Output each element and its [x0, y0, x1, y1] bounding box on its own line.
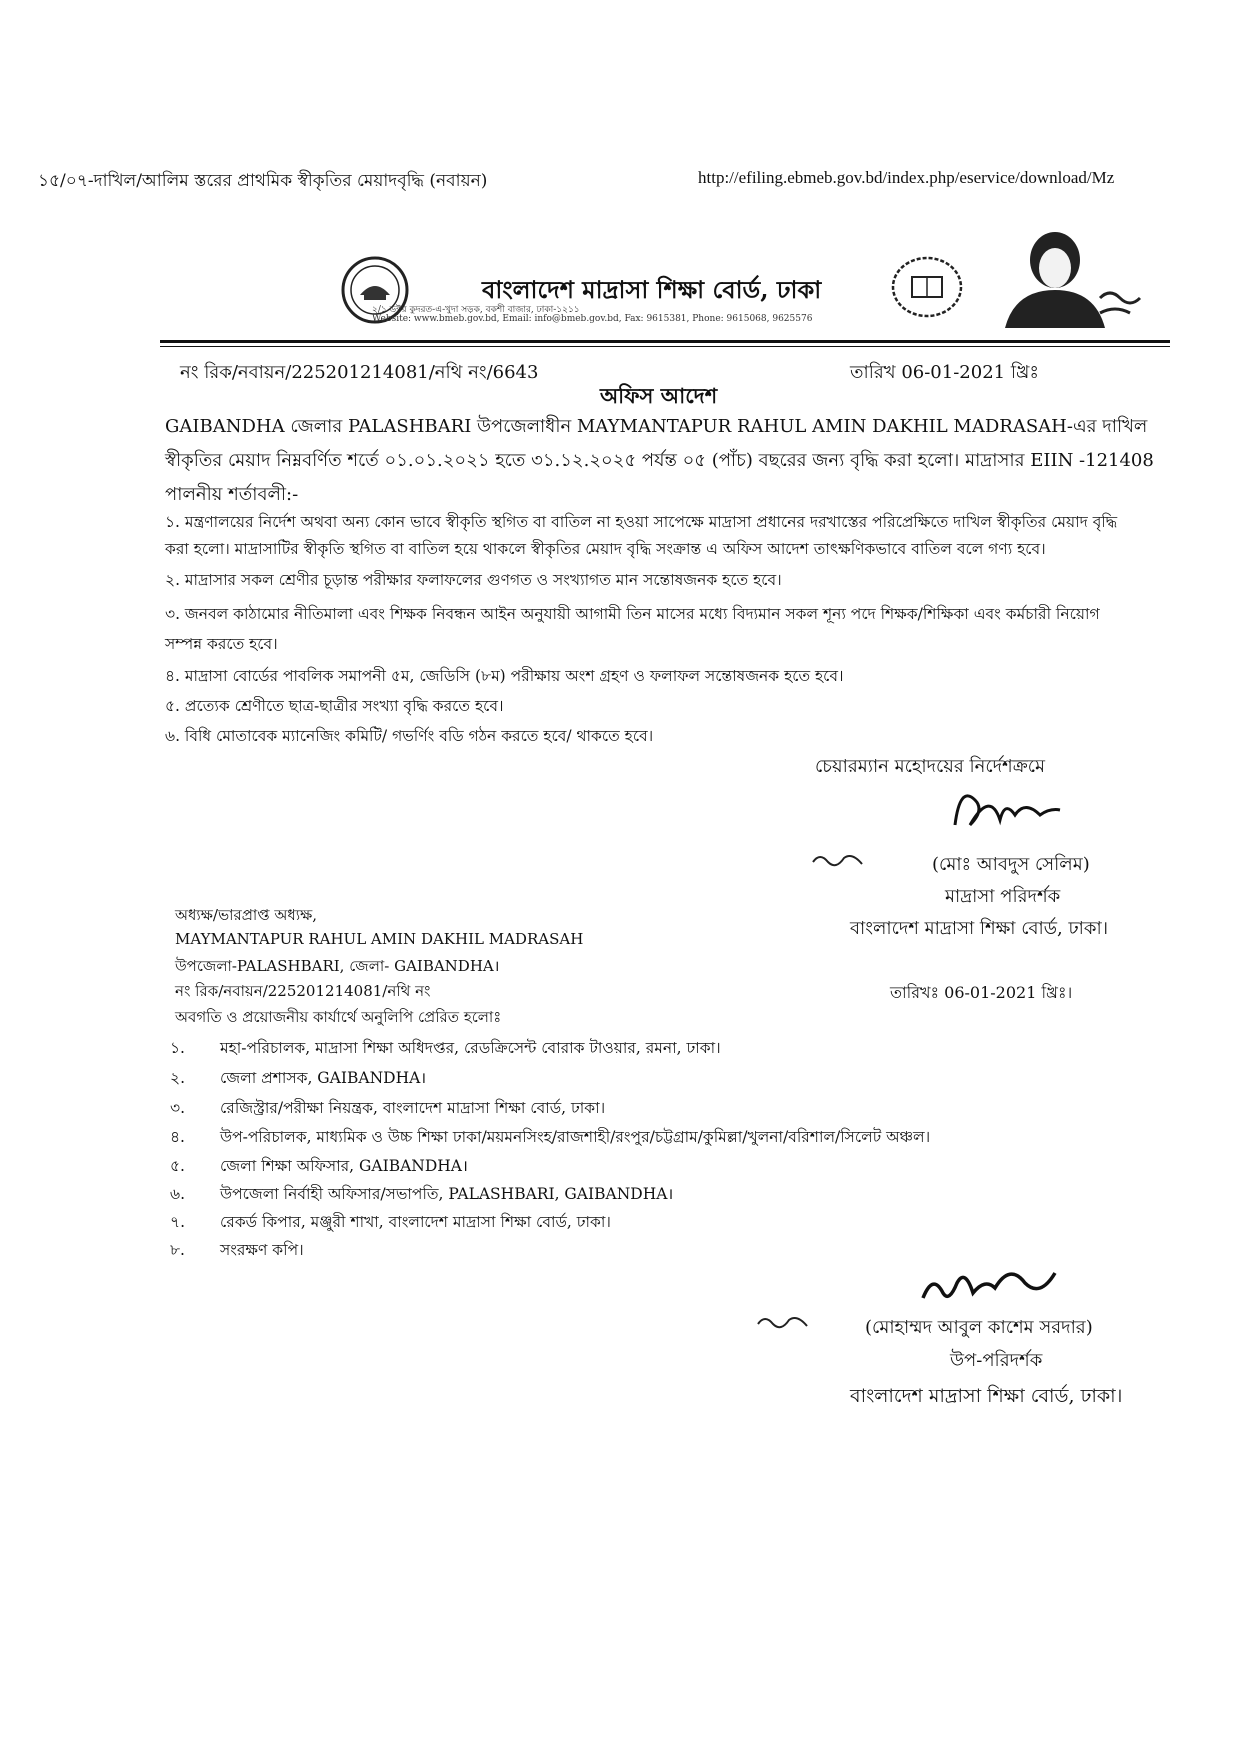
mujib-borsho-logo-icon [890, 255, 965, 320]
cc-number: ৭. [170, 1213, 186, 1231]
by-order-of-chairman: চেয়ারম্যান মহোদয়ের নির্দেশক্রমে [815, 756, 1045, 777]
letterhead-rule [160, 340, 1170, 343]
cc-heading: অবগতি ও প্রয়োজনীয় কার্যার্থে অনুলিপি প্রেরিত হলোঃ [175, 1008, 502, 1026]
cc-number: ৪. [170, 1128, 185, 1146]
condition-line: ৩. জনবল কাঠামোর নীতিমালা এবং শিক্ষক নিবন্ধন আইন অনুযায়ী আগামী তিন মাসের মধ্যে বিদ্যমান সকল শূন্য পদে শিক্ষক/শিক্ষিকা এবং কর্মচারী নিয়োগ [165, 605, 1100, 623]
cc-number: ৮. [170, 1241, 185, 1259]
memo-number: নং রিক/নবায়ন/225201214081/নথি নং/6643 [180, 362, 539, 383]
condition-line: ১. মন্ত্রণালয়ের নির্দেশ অথবা অন্য কোন ভাবে স্বীকৃতি স্থগিত বা বাতিল না হওয়া সাপেক্ষে মাদ্রাসা প্রধানের দরখাস্তের পরিপ্রেক্ষিতে দাখিল স্বীকৃতির মেয়াদ বৃদ্ধি [165, 513, 1118, 531]
recipient-memo-number: নং রিক/নবায়ন/225201214081/নথি নং [175, 982, 431, 1000]
initial-mark-2-icon [755, 1310, 815, 1334]
browser-title: ১৫/০৭-দাখিল/আলিম স্তরের প্রাথমিক স্বীকৃতির মেয়াদবৃদ্ধি (নবায়ন) [38, 171, 488, 191]
office-order-title: অফিস আদেশ [600, 383, 718, 408]
board-address: ২/১ ডক্টর কুদরত-এ-খুদা সড়ক, বকশী বাজার, ঢাকা-১২১১ [372, 305, 580, 315]
initial-mark-1-icon [810, 848, 870, 872]
signatory-2-office: বাংলাদেশ মাদ্রাসা শিক্ষা বোর্ড, ঢাকা। [850, 1385, 1123, 1407]
board-name: বাংলাদেশ মাদ্রাসা শিক্ষা বোর্ড, ঢাকা [482, 275, 822, 304]
recipient-date: তারিখঃ 06-01-2021 খ্রিঃ। [890, 983, 1073, 1002]
cc-number: ৫. [170, 1157, 185, 1175]
signatory-2-designation: উপ-পরিদর্শক [950, 1350, 1043, 1371]
condition-line: ৪. মাদ্রাসা বোর্ডের পাবলিক সমাপনী ৫ম, জেডিসি (৮ম) পরীক্ষায় অংশ গ্রহণ ও ফলাফল সন্তোষজনক হতে হবে। [165, 667, 844, 685]
cc-item: সংরক্ষণ কপি। [220, 1241, 304, 1259]
cc-item: উপ-পরিচালক, মাধ্যমিক ও উচ্চ শিক্ষা ঢাকা/ময়মনসিংহ/রাজশাহী/রংপুর/চট্টগ্রাম/কুমিল্লা/খুলনা/বরিশাল/সিলেট অঞ্চল। [220, 1128, 931, 1146]
page-url: http://efiling.ebmeb.gov.bd/index.php/eservice/download/Mz [698, 168, 1115, 187]
cc-item: রেকর্ড কিপার, মঞ্জুরী শাখা, বাংলাদেশ মাদ্রাসা শিক্ষা বোর্ড, ঢাকা। [220, 1213, 611, 1231]
condition-line: সম্পন্ন করতে হবে। [165, 635, 278, 653]
cc-number: ৩. [170, 1099, 186, 1117]
board-contact: Website: www.bmeb.gov.bd, Email: info@bmeb.gov.bd, Fax: 9615381, Phone: 9615068, 9625576 [372, 314, 813, 324]
conditions-heading: পালনীয় শর্তাবলী:- [165, 484, 299, 505]
portrait-logo-icon [1000, 228, 1155, 333]
body-line-1: GAIBANDHA জেলার PALASHBARI উপজেলাধীন MAYMANTAPUR RAHUL AMIN DAKHIL MADRASAH-এর দাখিল [165, 416, 1148, 437]
recipient-title: অধ্যক্ষ/ভারপ্রাপ্ত অধ্যক্ষ, [175, 906, 318, 924]
cc-item: রেজিস্ট্রার/পরীক্ষা নিয়ন্ত্রক, বাংলাদেশ মাদ্রাসা শিক্ষা বোর্ড, ঢাকা। [220, 1099, 606, 1117]
cc-number: ১. [170, 1039, 185, 1057]
condition-line: করা হলো। মাদ্রাসাটির স্বীকৃতি স্থগিত বা বাতিল হয়ে থাকলে স্বীকৃতির মেয়াদ বৃদ্ধি সংক্রান্ত এ অফিস আদেশ তাৎক্ষণিকভাবে বাতিল বলে গণ্য হবে। [165, 540, 1046, 558]
condition-line: ৬. বিধি মোতাবেক ম্যানেজিং কমিটি/ গভর্ণিং বডি গঠন করতে হবে/ থাকতে হবে। [165, 727, 654, 745]
memo-date: তারিখ 06-01-2021 খ্রিঃ [850, 362, 1039, 383]
signature-2-icon [915, 1258, 1065, 1318]
condition-line: ২. মাদ্রাসার সকল শ্রেণীর চূড়ান্ত পরীক্ষার ফলাফলের গুণগত ও সংখ্যাগত মান সন্তোষজনক হতে হবে। [165, 571, 782, 589]
recipient-institution: MAYMANTAPUR RAHUL AMIN DAKHIL MADRASAH [175, 930, 584, 948]
body-line-2: স্বীকৃতির মেয়াদ নিম্নবর্ণিত শর্তে ০১.০১.২০২১ হতে ৩১.১২.২০২৫ পর্যন্ত ০৫ (পাঁচ) বছরের জন্য বৃদ্ধি করা হলো। মাদ্রাসার EIIN -121408 [165, 450, 1154, 471]
cc-item: মহা-পরিচালক, মাদ্রাসা শিক্ষা অধিদপ্তর, রেডক্রিসেন্ট বোরাক টাওয়ার, রমনা, ঢাকা। [220, 1039, 721, 1057]
signatory-1-designation: মাদ্রাসা পরিদর্শক [945, 886, 1061, 907]
cc-item: জেলা শিক্ষা অফিসার, GAIBANDHA। [220, 1157, 468, 1175]
signature-1-icon [945, 780, 1075, 840]
cc-number: ২. [170, 1069, 186, 1087]
cc-item: জেলা প্রশাসক, GAIBANDHA। [220, 1069, 427, 1087]
recipient-address: উপজেলা-PALASHBARI, জেলা- GAIBANDHA। [175, 957, 500, 975]
letterhead-rule-thin [160, 346, 1170, 347]
signatory-1-name: (মোঃ আবদুস সেলিম) [932, 854, 1090, 875]
condition-line: ৫. প্রত্যেক শ্রেণীতে ছাত্র-ছাত্রীর সংখ্যা বৃদ্ধি করতে হবে। [165, 697, 504, 715]
signatory-2-name: (মোহাম্মদ আবুল কাশেম সরদার) [865, 1317, 1093, 1338]
signatory-1-office: বাংলাদেশ মাদ্রাসা শিক্ষা বোর্ড, ঢাকা। [850, 918, 1109, 939]
cc-item: উপজেলা নির্বাহী অফিসার/সভাপতি, PALASHBARI, GAIBANDHA। [220, 1185, 674, 1203]
cc-number: ৬. [170, 1185, 186, 1203]
